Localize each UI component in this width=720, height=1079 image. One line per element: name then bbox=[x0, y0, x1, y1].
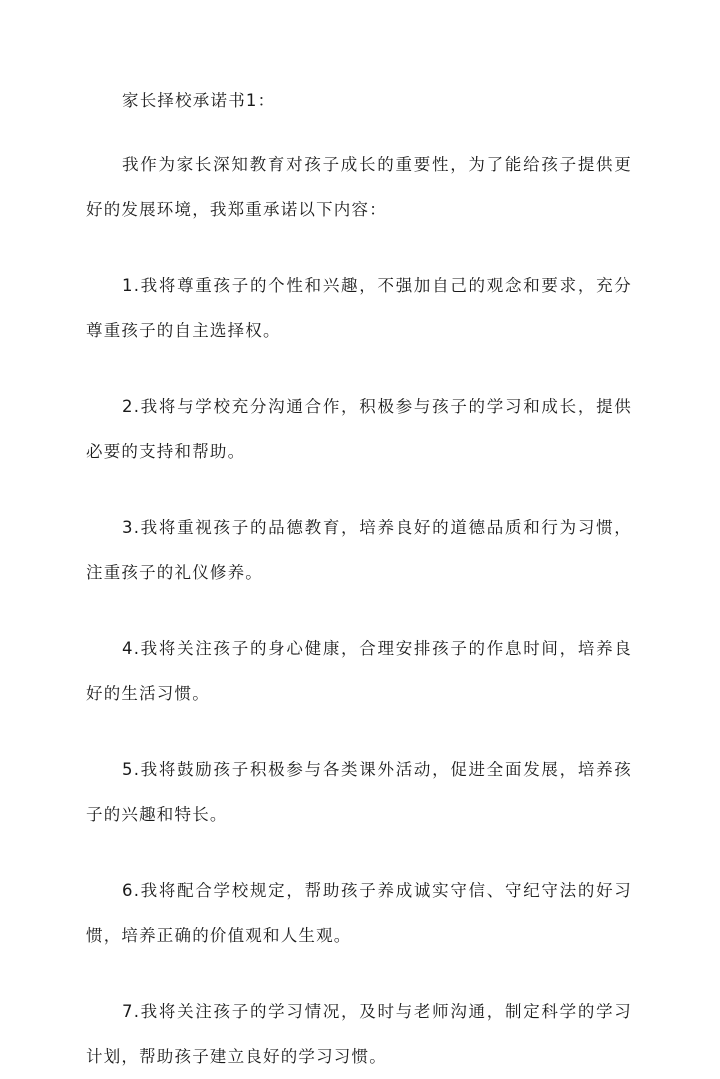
paragraph-item-7: 7.我将关注孩子的学习情况，及时与老师沟通，制定科学的学习计划，帮助孩子建立良好的学习习惯。 bbox=[86, 1002, 632, 1066]
paragraph-item-2: 2.我将与学校充分沟通合作，积极参与孩子的学习和成长，提供必要的支持和帮助。 bbox=[86, 397, 632, 461]
document-body bbox=[86, 84, 632, 1079]
paragraph-item-3: 3.我将重视孩子的品德教育，培养良好的道德品质和行为习惯，注重孩子的礼仪修养。 bbox=[86, 518, 632, 582]
paragraph-intro: 我作为家长深知教育对孩子成长的重要性，为了能给孩子提供更好的发展环境，我郑重承诺以下内容： bbox=[86, 155, 632, 219]
paragraph-item-6: 6.我将配合学校规定，帮助孩子养成诚实守信、守纪守法的好习惯，培养正确的价值观和人生观。 bbox=[86, 881, 632, 945]
document-title: 家长择校承诺书1： bbox=[122, 91, 276, 110]
paragraph-item-1: 1.我将尊重孩子的个性和兴趣，不强加自己的观念和要求，充分尊重孩子的自主选择权。 bbox=[86, 276, 632, 340]
paragraph-item-4: 4.我将关注孩子的身心健康，合理安排孩子的作息时间，培养良好的生活习惯。 bbox=[86, 639, 632, 703]
paragraph-item-5: 5.我将鼓励孩子积极参与各类课外活动，促进全面发展，培养孩子的兴趣和特长。 bbox=[86, 760, 632, 824]
